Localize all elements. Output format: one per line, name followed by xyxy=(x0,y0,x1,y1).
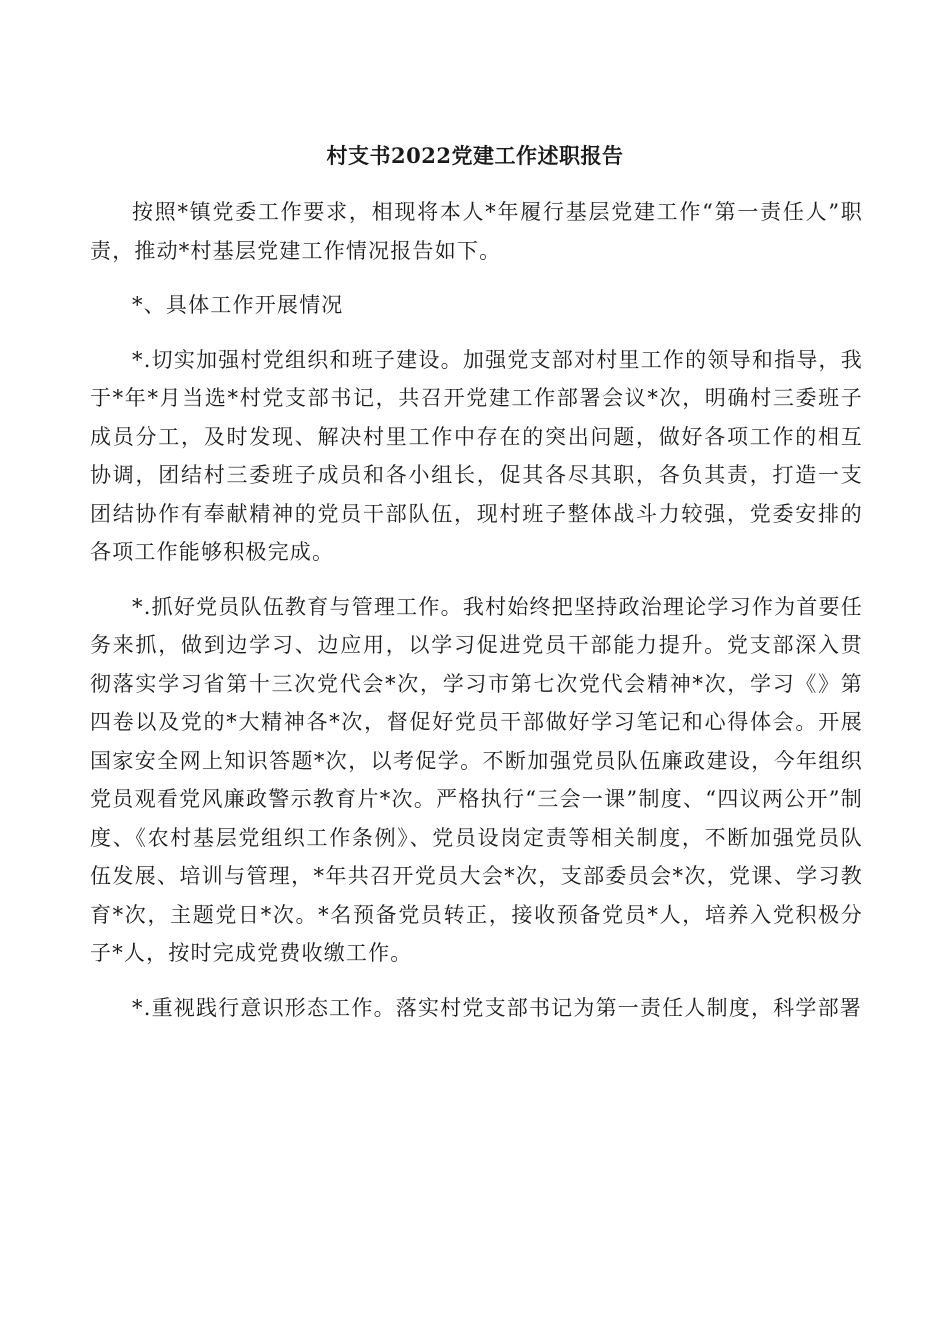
document-body xyxy=(90,193,863,1027)
paragraph-intro: 按照*镇党委工作要求，相现将本人*年履行基层党建工作“第一责任人”职责，推动*村基层党建工作情况报告如下。 xyxy=(90,200,863,263)
paragraph-member-education: *.抓好党员队伍教育与管理工作。我村始终把坚持政治理论学习作为首要任务来抓，做到边学习、边应用，以学习促进党员干部能力提升。党支部深入贯彻落实学习省第十三次党代会*次，学习市第七次党代会精神*次，学习《》第四卷以及党的*大精神各*次，督促好党员干部做好学习笔记和心得体会。开展国家安全网上知识答题*次，以考促学。不断加强党员队伍廉政建设，今年组织党员观看党风廉政警示教育片*次。严格执行“三会一课”制度、“四议两公开”制度、《农村基层党组织工作条例》、党员设岗定责等相关制度，不断加强党员队伍发展、培训与管理，*年共召开党员大会*次，支部委员会*次，党课、学习教育*次，主题党日*次。*名预备党员转正，接收预备党员*人，培养入党积极分子*人，按时完成党费收缴工作。 xyxy=(90,594,863,965)
paragraph-party-organization: *.切实加强村党组织和班子建设。加强党支部对村里工作的领导和指导，我于*年*月当选*村党支部书记，共召开党建工作部署会议*次，明确村三委班子成员分工，及时发现、解决村里工作中存在的突出问题，做好各项工作的相互协调，团结村三委班子成员和各小组长，促其各尽其职，各负其责，打造一支团结协作有奉献精神的党员干部队伍，现村班子整体战斗力较强，党委安排的各项工作能够积极完成。 xyxy=(90,347,863,564)
paragraph-ideology-work: *.重视践行意识形态工作。落实村党支部书记为第一责任人制度，科学部署 xyxy=(132,995,862,1020)
section-heading: *、具体工作开展情况 xyxy=(132,293,344,317)
document-title: 村支书2022党建工作述职报告 xyxy=(326,143,624,168)
